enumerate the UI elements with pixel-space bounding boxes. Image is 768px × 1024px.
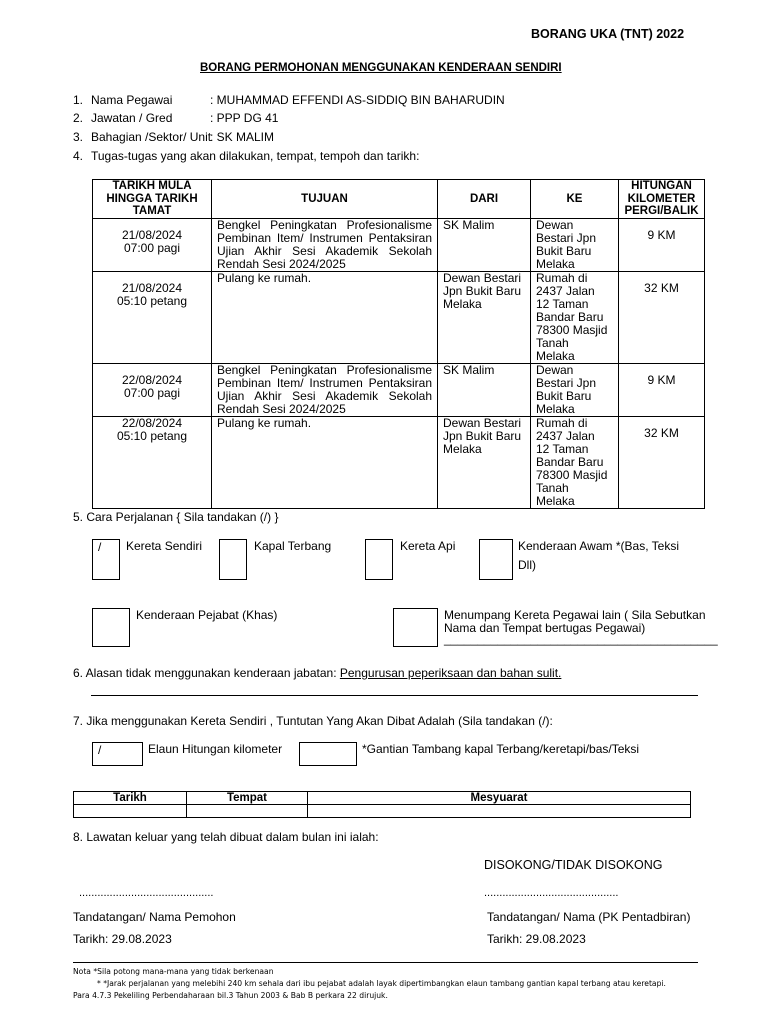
label-nama-pegawai: Nama Pegawai <box>91 93 173 107</box>
date-value: 22/08/2024 <box>121 372 183 387</box>
cell-purpose <box>212 363 438 416</box>
to-line: Rumah di <box>536 270 588 285</box>
table-row <box>93 416 705 508</box>
time-value: 05:10 petang <box>116 428 188 443</box>
signature-line-admin[interactable]: ............................................ <box>484 887 619 899</box>
option-own-car: Kereta Sendiri <box>126 539 203 553</box>
from-line: Jpn Bukit Baru <box>443 283 522 298</box>
header-km: HITUNGAN KILOMETER PERGI/BALIK <box>619 180 705 219</box>
to-line: Bandar Baru <box>536 454 604 469</box>
check-mark: / <box>98 743 102 757</box>
cell-mesyuarat[interactable] <box>308 805 691 818</box>
form-title: BORANG PERMOHONAN MENGGUNAKAN KENDERAAN SENDIRI <box>200 62 562 74</box>
option-mileage: Elaun Hitungan kilometer <box>148 742 283 756</box>
option-plane: Kapal Terbang <box>254 539 332 553</box>
cell-from <box>438 218 531 271</box>
visits-label: 8. Lawatan keluar yang telah dibuat dalam bulan ini ialah: <box>73 830 379 844</box>
label-tugas: Tugas-tugas yang akan dilakukan, tempat, tempoh dan tarikh: <box>91 149 420 163</box>
checkbox-plane[interactable] <box>219 539 247 580</box>
to-line: 78300 Masjid <box>536 467 608 482</box>
option-ride-along: Menumpang Kereta Pegawai lain ( Sila Sebutkan <box>444 608 706 622</box>
checkbox-ride-along[interactable] <box>393 608 438 647</box>
header-mesyuarat: Mesyuarat <box>308 792 691 805</box>
claim-label: 7. Jika menggunakan Kereta Sendiri , Tuntutan Yang Akan Dibat Adalah (Sila tandakan (/): <box>73 714 553 728</box>
option-office-vehicle: Kenderaan Pejabat (Khas) <box>136 608 278 622</box>
to-line: Bestari Jpn <box>536 375 597 390</box>
reason-label: 6. Alasan tidak menggunakan kenderaan jabatan: <box>73 666 340 680</box>
checkbox-fare[interactable] <box>299 742 357 766</box>
purpose-line: Ujian Akhir Sesi Akademik Sekolah <box>217 243 432 258</box>
checkbox-train[interactable] <box>365 539 393 580</box>
cell-to <box>531 218 619 271</box>
cell-from <box>438 271 531 363</box>
header-from: DARI <box>438 180 531 219</box>
header-to: KE <box>531 180 619 219</box>
applicant-date: Tarikh: 29.08.2023 <box>73 932 172 946</box>
to-line: Bukit Baru <box>536 388 592 403</box>
checkbox-office-vehicle[interactable] <box>92 608 130 647</box>
cell-date <box>93 271 212 363</box>
purpose-line: Rendah Sesi 2024/2025 <box>217 256 346 271</box>
to-line: Tanah <box>536 335 569 350</box>
to-line: Tanah <box>536 480 569 495</box>
check-mark: / <box>98 540 102 554</box>
value-bahagian: : SK MALIM <box>210 130 275 144</box>
cell-date <box>93 363 212 416</box>
date-value: 21/08/2024 <box>121 280 183 295</box>
admin-signature-label: Tandatangan/ Nama (PK Pentadbiran) <box>487 910 691 924</box>
purpose-line: Bengkel Peningkatan Profesionalisme <box>217 362 432 377</box>
cell-km: 9 KM <box>619 218 705 271</box>
meeting-table <box>73 791 691 818</box>
to-line: 12 Taman <box>536 441 589 456</box>
form-code: BORANG UKA (TNT) 2022 <box>531 27 685 41</box>
admin-date: Tarikh: 29.08.2023 <box>487 932 586 946</box>
date-value: 21/08/2024 <box>121 227 183 242</box>
item-number-1: 1. <box>73 93 84 107</box>
table-row <box>93 271 705 363</box>
cell-km: 9 KM <box>619 363 705 416</box>
to-line: Dewan <box>536 362 574 377</box>
cell-from <box>438 416 531 508</box>
label-bahagian: Bahagian /Sektor/ Unit <box>91 130 212 144</box>
reason-row <box>73 666 561 680</box>
option-public-vehicle-cont: Dll) <box>518 558 536 572</box>
purpose-line: Rendah Sesi 2024/2025 <box>217 401 346 416</box>
from-line: Melaka <box>443 441 482 456</box>
duties-table <box>92 179 705 509</box>
cell-to <box>531 416 619 508</box>
travel-mode-label: 5. Cara Perjalanan { Sila tandakan (/) } <box>73 510 279 524</box>
time-value: 05:10 petang <box>116 293 188 308</box>
checkbox-mileage[interactable] <box>92 742 143 766</box>
note-line-2: * *Jarak perjalanan yang melebihi 240 km sehala dari ibu pejabat adalah layak dipertimbangkan elaun tambang gantian kapal terbang atau keretapi. <box>97 979 666 988</box>
header-tempat: Tempat <box>187 792 308 805</box>
to-line: Melaka <box>536 348 575 363</box>
option-train: Kereta Api <box>400 539 456 553</box>
to-line: Rumah di <box>536 415 588 430</box>
applicant-signature-label: Tandatangan/ Nama Pemohon <box>73 910 236 924</box>
to-line: 2437 Jalan <box>536 428 595 443</box>
checkbox-own-car[interactable] <box>92 539 120 580</box>
value-nama-pegawai: : MUHAMMAD EFFENDI AS-SIDDIQ BIN BAHARUDIN <box>210 93 505 107</box>
cell-km: 32 KM <box>619 271 705 363</box>
to-line: 12 Taman <box>536 296 589 311</box>
cell-tarikh[interactable] <box>74 805 187 818</box>
ride-along-blank-line[interactable]: _________________________________________ <box>444 632 718 646</box>
to-line: Bukit Baru <box>536 243 592 258</box>
cell-km: 32 KM <box>619 416 705 508</box>
from-line: Jpn Bukit Baru <box>443 428 522 443</box>
value-jawatan: : PPP DG 41 <box>210 111 279 125</box>
from-line: Dewan Bestari <box>443 270 522 285</box>
to-line: Dewan <box>536 217 574 232</box>
from-line: SK Malim <box>443 217 495 232</box>
footer-divider <box>73 962 698 963</box>
table-row <box>93 363 705 416</box>
cell-purpose <box>212 218 438 271</box>
purpose-line: Pulang ke rumah. <box>217 415 312 430</box>
option-ride-along-cont: Nama dan Tempat bertugas Pegawai) <box>444 621 646 635</box>
option-public-vehicle: Kenderaan Awam *(Bas, Teksi <box>518 539 679 553</box>
cell-to <box>531 271 619 363</box>
table-row <box>74 805 691 818</box>
to-line: Melaka <box>536 493 575 508</box>
purpose-line: Ujian Akhir Sesi Akademik Sekolah <box>217 388 432 403</box>
from-line: Melaka <box>443 296 482 311</box>
note-line-3: Para 4.7.3 Pekeliling Perbendaharaan bil.3 Tahun 2003 & Bab B perkara 22 dirujuk. <box>73 991 388 1000</box>
time-value: 07:00 pagi <box>123 385 181 400</box>
cell-date <box>93 416 212 508</box>
option-fare: *Gantian Tambang kapal Terbang/keretapi/bas/Teksi <box>362 742 640 756</box>
to-line: Melaka <box>536 256 575 271</box>
support-status: DISOKONG/TIDAK DISOKONG <box>484 858 663 872</box>
cell-tempat[interactable] <box>187 805 308 818</box>
table-row <box>93 218 705 271</box>
cell-date <box>93 218 212 271</box>
checkbox-public-vehicle[interactable] <box>479 539 513 580</box>
signature-line-applicant[interactable]: ............................................ <box>79 887 214 899</box>
to-line: 2437 Jalan <box>536 283 595 298</box>
item-number-2: 2. <box>73 111 84 125</box>
item-number-4: 4. <box>73 149 84 163</box>
reason-value: Pengurusan peperiksaan dan bahan sulit. <box>339 666 562 680</box>
date-value: 22/08/2024 <box>121 415 183 430</box>
cell-from <box>438 363 531 416</box>
from-line: SK Malim <box>443 362 495 377</box>
from-line: Dewan Bestari <box>443 415 522 430</box>
purpose-line: Pembinan Item/ Instrumen Pentaksiran <box>217 230 432 245</box>
note-line-1: Nota *Sila potong mana-mana yang tidak berkenaan <box>73 967 274 976</box>
to-line: Bandar Baru <box>536 309 604 324</box>
reason-blank-line <box>91 695 698 696</box>
label-jawatan: Jawatan / Gred <box>91 111 173 125</box>
cell-purpose <box>212 416 438 508</box>
header-purpose: TUJUAN <box>212 180 438 219</box>
header-tarikh: Tarikh <box>74 792 187 805</box>
to-line: Melaka <box>536 401 575 416</box>
item-number-3: 3. <box>73 130 84 144</box>
cell-purpose <box>212 271 438 363</box>
to-line: 78300 Masjid <box>536 322 608 337</box>
to-line: Bestari Jpn <box>536 230 597 245</box>
purpose-line: Bengkel Peningkatan Profesionalisme <box>217 217 432 232</box>
time-value: 07:00 pagi <box>123 240 181 255</box>
header-date: TARIKH MULA HINGGA TARIKH TAMAT <box>93 180 212 219</box>
purpose-line: Pembinan Item/ Instrumen Pentaksiran <box>217 375 432 390</box>
purpose-line: Pulang ke rumah. <box>217 270 312 285</box>
cell-to <box>531 363 619 416</box>
